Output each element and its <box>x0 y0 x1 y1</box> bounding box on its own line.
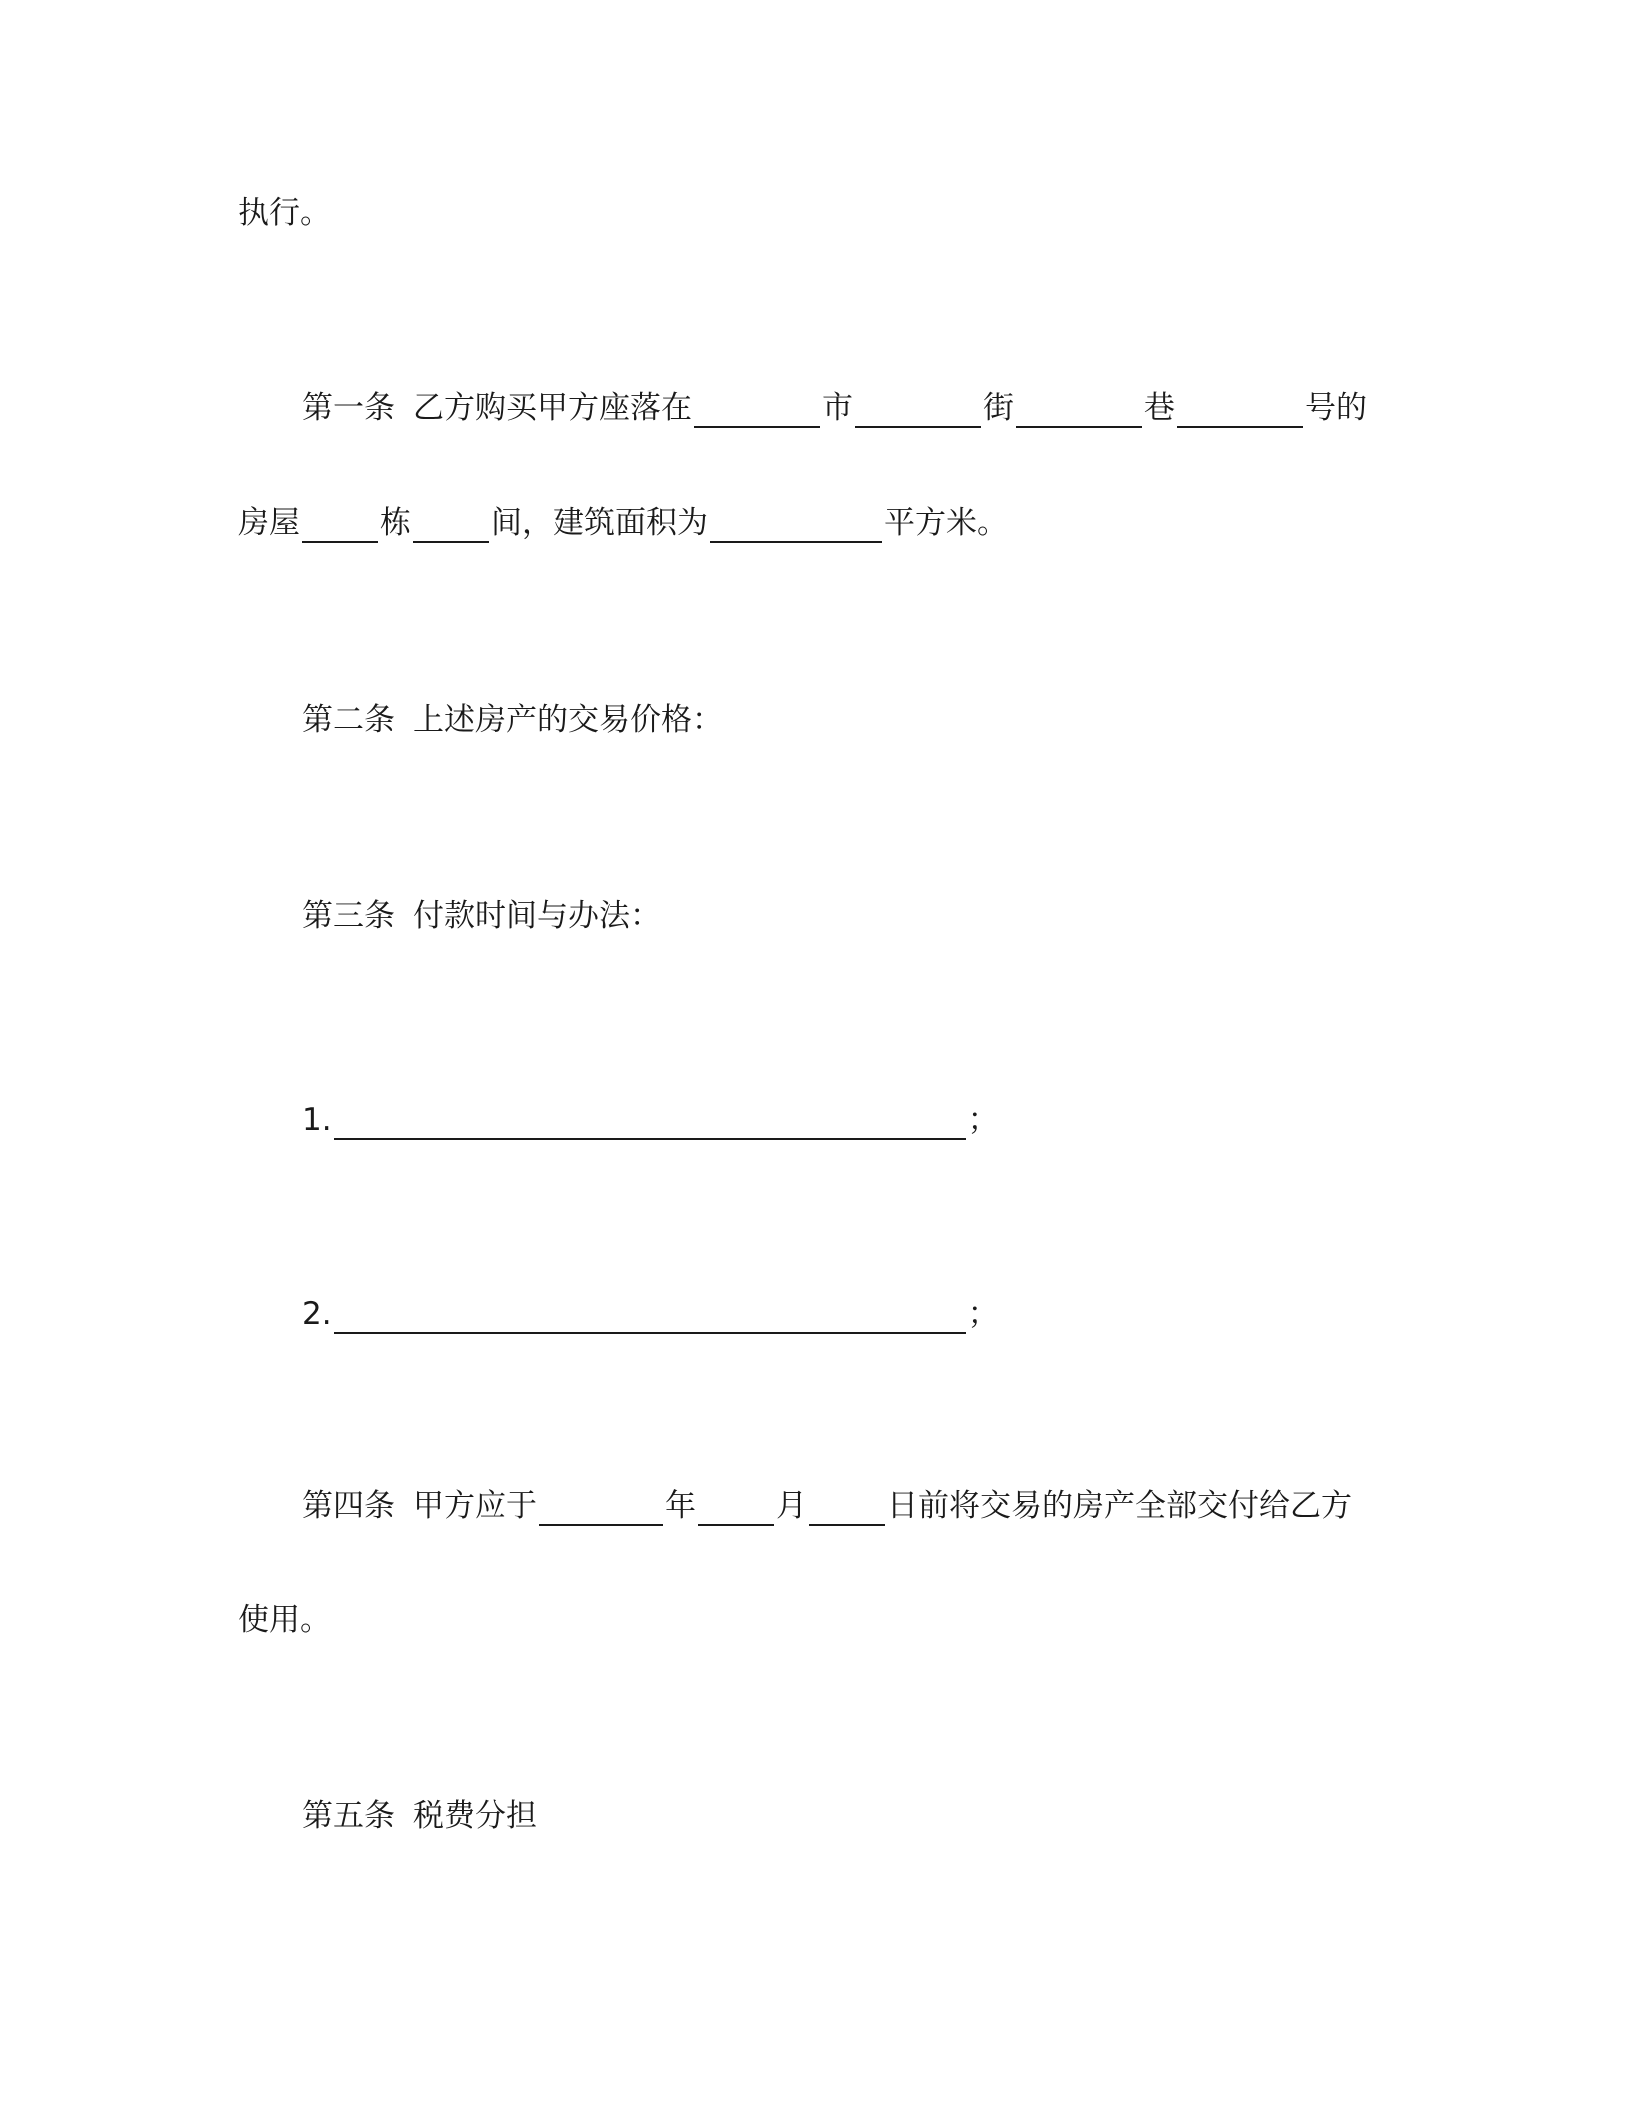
payment-item-1 <box>302 1100 999 1140</box>
article-1-line-1 <box>302 388 1367 428</box>
lane-blank <box>1016 394 1142 428</box>
payment-item-1-blank <box>334 1106 966 1140</box>
article-5-label: 第五条 <box>302 1798 395 1834</box>
article-1-text-3: 街 <box>983 390 1014 426</box>
article-1-label: 第一条 <box>302 390 395 426</box>
payment-item-2 <box>302 1294 999 1334</box>
article-1-text-7: 栋 <box>380 505 411 541</box>
article-1-text-9: 平方米。 <box>884 505 1008 541</box>
article-1-text-5: 号的 <box>1305 390 1367 426</box>
article-1-text-8: 间，建筑面积为 <box>491 505 708 541</box>
street-blank <box>855 394 981 428</box>
number-blank <box>1177 394 1303 428</box>
article-3-label: 第三条 <box>302 898 395 934</box>
article-1-text-2: 市 <box>822 390 853 426</box>
article-2-label: 第二条 <box>302 702 395 738</box>
continuation-text: 执行。 <box>238 195 331 231</box>
area-blank <box>710 509 882 543</box>
article-1-text-1: 乙方购买甲方座落在 <box>413 390 692 426</box>
article-4-text-4: 日前将交易的房产全部交付给乙方 <box>887 1488 1352 1524</box>
article-2 <box>302 700 723 740</box>
payment-item-2-blank <box>334 1300 966 1334</box>
article-1-text-6: 房屋 <box>238 505 300 541</box>
article-4-text-1: 甲方应于 <box>413 1488 537 1524</box>
article-4-line-1 <box>302 1486 1352 1526</box>
article-1-text-4: 巷 <box>1144 390 1175 426</box>
article-1-line-2 <box>238 503 1008 543</box>
payment-item-1-number: 1. <box>302 1102 332 1138</box>
year-blank <box>539 1492 663 1526</box>
payment-item-2-number: 2. <box>302 1296 332 1332</box>
article-3-text: 付款时间与办法： <box>413 898 661 934</box>
article-2-text: 上述房产的交易价格： <box>413 702 723 738</box>
article-4-text-5: 使用。 <box>238 1602 331 1638</box>
payment-item-2-end: ； <box>967 1296 999 1332</box>
paragraph-continuation <box>238 193 331 233</box>
article-5 <box>302 1796 537 1836</box>
month-blank <box>698 1492 774 1526</box>
city-blank <box>694 394 820 428</box>
day-blank <box>809 1492 885 1526</box>
article-4-label: 第四条 <box>302 1488 395 1524</box>
article-5-text: 税费分担 <box>413 1798 537 1834</box>
rooms-blank <box>413 509 489 543</box>
article-4-text-2: 年 <box>665 1488 696 1524</box>
article-4-text-3: 月 <box>776 1488 807 1524</box>
article-4-line-2 <box>238 1600 331 1640</box>
article-3 <box>302 896 661 936</box>
payment-item-1-end: ； <box>967 1102 999 1138</box>
building-blank <box>302 509 378 543</box>
